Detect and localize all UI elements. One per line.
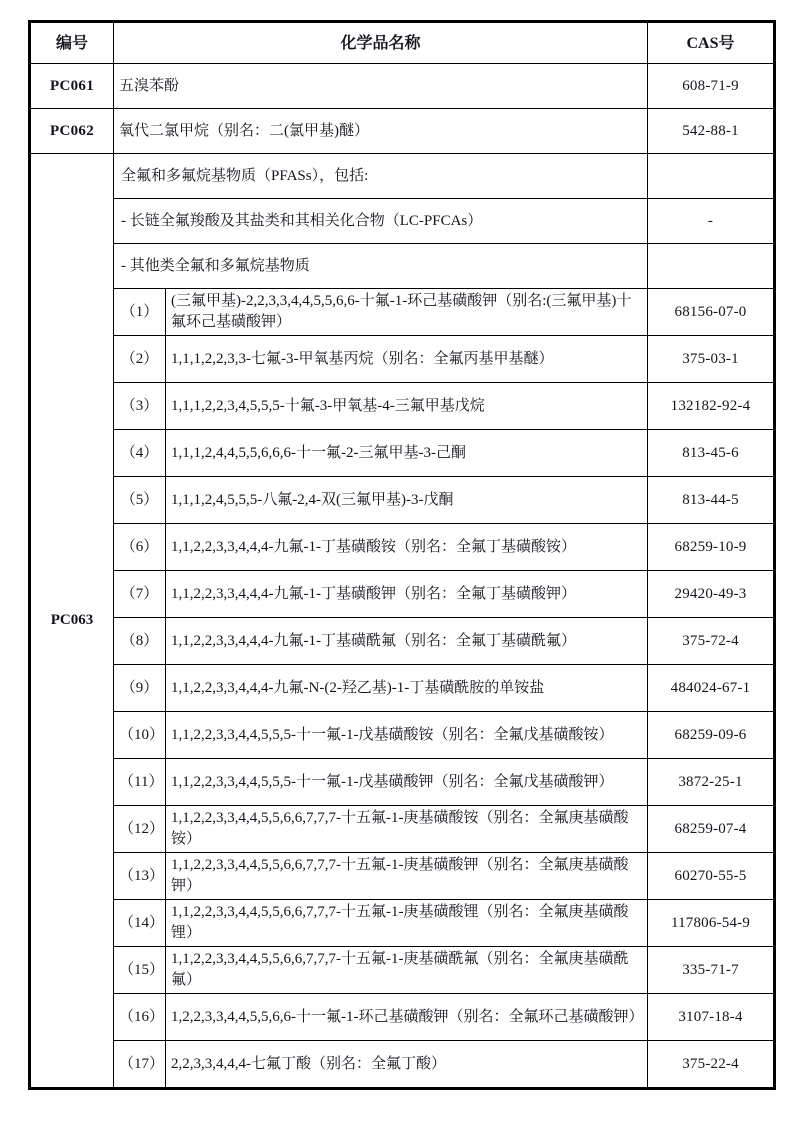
table-row (30, 900, 775, 947)
row-sub-number: （13） (114, 853, 166, 900)
row-chemical-name: 1,1,1,2,4,4,5,5,6,6,6-十一氟-2-三氟甲基-3-己酮 (166, 430, 648, 477)
table-row (30, 430, 775, 477)
row-chemical-name: 1,1,2,2,3,3,4,4,5,5,6,6,7,7,7-十五氟-1-庚基磺酸钾（别名：全氟庚基磺酸钾） (166, 853, 648, 900)
row-cas-number: 813-44-5 (648, 477, 775, 524)
table-row (30, 64, 775, 109)
row-chemical-name: (三氟甲基)-2,2,3,3,4,4,5,5,6,6-十氟-1-环己基磺酸钾（别名:(三氟甲基)十氟环己基磺酸钾） (166, 289, 648, 336)
row-sub-number: （14） (114, 900, 166, 947)
table-row (30, 289, 775, 336)
row-cas-number: 68259-09-6 (648, 712, 775, 759)
header-cell-id: 编号 (30, 22, 114, 64)
row-sub-number: （11） (114, 759, 166, 806)
row-cas-number: 375-22-4 (648, 1041, 775, 1089)
table-body (30, 64, 775, 1089)
row-chemical-name: 2,2,3,3,4,4,4-七氟丁酸（别名：全氟丁酸） (166, 1041, 648, 1089)
table-row (30, 618, 775, 665)
row-id: PC062 (30, 109, 114, 154)
row-cas-number: 375-03-1 (648, 336, 775, 383)
row-sub-number: （1） (114, 289, 166, 336)
table-row (30, 571, 775, 618)
row-chemical-name: 1,2,2,3,3,4,4,5,5,6,6-十一氟-1-环己基磺酸钾（别名：全氟环己基磺酸钾） (166, 994, 648, 1041)
row-cas-number: 68259-10-9 (648, 524, 775, 571)
row-chemical-name: 1,1,2,2,3,3,4,4,5,5,6,6,7,7,7-十五氟-1-庚基磺酰氟（别名：全氟庚基磺酰氟） (166, 947, 648, 994)
table-row (30, 244, 775, 289)
table-row (30, 524, 775, 571)
row-chemical-name: 1,1,2,2,3,3,4,4,4-九氟-1-丁基磺酸钾（别名：全氟丁基磺酸钾） (166, 571, 648, 618)
row-sub-number: （3） (114, 383, 166, 430)
table-row (30, 994, 775, 1041)
table-row (30, 477, 775, 524)
row-cas-number: 68156-07-0 (648, 289, 775, 336)
row-cas-number: 68259-07-4 (648, 806, 775, 853)
row-sub-number: （5） (114, 477, 166, 524)
row-sub-number: （15） (114, 947, 166, 994)
row-chemical-name: - 长链全氟羧酸及其盐类和其相关化合物（LC-PFCAs） (114, 199, 648, 244)
row-id: PC061 (30, 64, 114, 109)
table-row (30, 712, 775, 759)
row-chemical-name: 1,1,2,2,3,3,4,4,5,5,5-十一氟-1-戊基磺酸钾（别名：全氟戊基磺酸钾） (166, 759, 648, 806)
table-header (30, 22, 775, 64)
row-chemical-name: 1,1,2,2,3,3,4,4,4-九氟-N-(2-羟乙基)-1-丁基磺酰胺的单铵盐 (166, 665, 648, 712)
row-cas-number: 608-71-9 (648, 64, 775, 109)
row-cas-number (648, 244, 775, 289)
table-row (30, 109, 775, 154)
group-row-id: PC063 (30, 154, 114, 1089)
table-row (30, 759, 775, 806)
table-row (30, 853, 775, 900)
table-row (30, 1041, 775, 1089)
row-chemical-name: 氧代二氯甲烷（别名：二(氯甲基)醚） (114, 109, 648, 154)
row-sub-number: （10） (114, 712, 166, 759)
row-sub-number: （6） (114, 524, 166, 571)
row-cas-number: 117806-54-9 (648, 900, 775, 947)
table-row (30, 947, 775, 994)
table-row (30, 383, 775, 430)
row-sub-number: （8） (114, 618, 166, 665)
header-cell-cas: CAS号 (648, 22, 775, 64)
row-cas-number (648, 154, 775, 199)
row-chemical-name: 1,1,1,2,4,5,5,5-八氟-2,4-双(三氟甲基)-3-戊酮 (166, 477, 648, 524)
row-chemical-name: 1,1,2,2,3,3,4,4,5,5,6,6,7,7,7-十五氟-1-庚基磺酸锂（别名：全氟庚基磺酸锂） (166, 900, 648, 947)
row-sub-number: （2） (114, 336, 166, 383)
chemicals-table (28, 20, 776, 1090)
row-chemical-name: 1,1,2,2,3,3,4,4,5,5,5-十一氟-1-戊基磺酸铵（别名：全氟戊基磺酸铵） (166, 712, 648, 759)
row-sub-number: （7） (114, 571, 166, 618)
row-chemical-name: - 其他类全氟和多氟烷基物质 (114, 244, 648, 289)
row-cas-number: 813-45-6 (648, 430, 775, 477)
row-chemical-name: 1,1,1,2,2,3,4,5,5,5-十氟-3-甲氧基-4-三氟甲基戊烷 (166, 383, 648, 430)
table-row (30, 336, 775, 383)
row-chemical-name: 1,1,2,2,3,3,4,4,4-九氟-1-丁基磺酸铵（别名：全氟丁基磺酸铵） (166, 524, 648, 571)
table-row (30, 154, 775, 199)
row-sub-number: （9） (114, 665, 166, 712)
table-row (30, 806, 775, 853)
header-cell-name: 化学品名称 (114, 22, 648, 64)
row-chemical-name: 全氟和多氟烷基物质（PFASs），包括: (114, 154, 648, 199)
row-sub-number: （16） (114, 994, 166, 1041)
header-row (30, 22, 775, 64)
row-sub-number: （17） (114, 1041, 166, 1089)
row-cas-number: 3107-18-4 (648, 994, 775, 1041)
row-cas-number: 3872-25-1 (648, 759, 775, 806)
table-row (30, 199, 775, 244)
row-cas-number: 29420-49-3 (648, 571, 775, 618)
row-chemical-name: 1,1,2,2,3,3,4,4,4-九氟-1-丁基磺酰氟（别名：全氟丁基磺酰氟） (166, 618, 648, 665)
row-sub-number: （12） (114, 806, 166, 853)
row-cas-number: 335-71-7 (648, 947, 775, 994)
row-cas-number: 375-72-4 (648, 618, 775, 665)
row-cas-number: 132182-92-4 (648, 383, 775, 430)
row-chemical-name: 五溴苯酚 (114, 64, 648, 109)
row-cas-number: 60270-55-5 (648, 853, 775, 900)
row-cas-number: 542-88-1 (648, 109, 775, 154)
row-sub-number: （4） (114, 430, 166, 477)
row-chemical-name: 1,1,2,2,3,3,4,4,5,5,6,6,7,7,7-十五氟-1-庚基磺酸铵（别名：全氟庚基磺酸铵） (166, 806, 648, 853)
table-row (30, 665, 775, 712)
row-cas-number: - (648, 199, 775, 244)
row-cas-number: 484024-67-1 (648, 665, 775, 712)
row-chemical-name: 1,1,1,2,2,3,3-七氟-3-甲氧基丙烷（别名：全氟丙基甲基醚） (166, 336, 648, 383)
